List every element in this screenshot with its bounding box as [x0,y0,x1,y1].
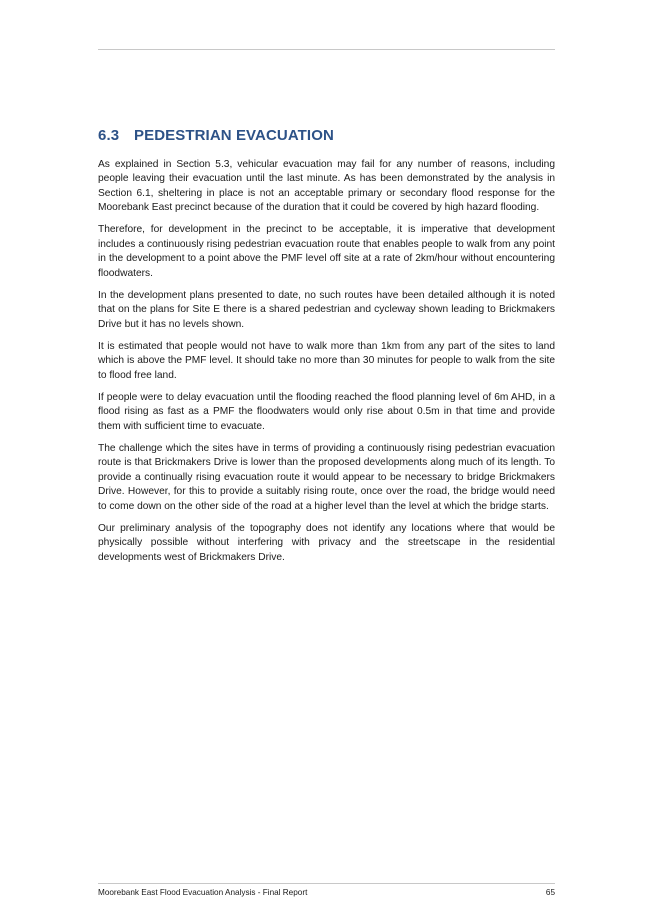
footer-document-title: Moorebank East Flood Evacuation Analysis - Final Report [98,888,308,897]
paragraph: As explained in Section 5.3, vehicular evacuation may fail for any number of reasons, including people leaving their evacuation until the last minute. As has been demonstrated by the analysis in Section 6.1, sheltering in place is not an acceptable primary or secondary flood response for the Moorebank East precinct because of the duration that it could be covered by high hazard flooding. [98,159,555,214]
paragraph: If people were to delay evacuation until the flooding reached the flood planning level of 6m AHD, in a flood rising as fast as a PMF the floodwaters would only rise about 0.5m in that time and provide them with sufficient time to evacuate. [98,391,555,432]
paragraph: In the development plans presented to date, no such routes have been detailed although it is noted that on the plans for Site E there is a shared pedestrian and cycleway shown leading to Brickmakers Drive but it has no levels shown. [98,289,555,330]
paragraph: It is estimated that people would not have to walk more than 1km from any part of the sites to land which is above the PMF level. It should take no more than 30 minutes for people to walk from the site to flood free land. [98,340,555,381]
header-rule [98,49,555,50]
section-heading [98,126,555,146]
section-title: PEDESTRIAN EVACUATION [134,127,334,144]
footer-page-number: 65 [545,888,555,897]
page-content [98,126,555,573]
paragraph: The challenge which the sites have in terms of providing a continuously rising pedestrian evacuation route is that Brickmakers Drive is lower than the proposed developments along much of its length. To provide a continually rising evacuation route it would appear to be necessary to bridge Brickmakers Drive. However, for this to provide a suitably rising route, once over the road, the bridge would need to come down on the other side of the road at a higher level than the level at which the bridge starts. [98,442,555,512]
footer-rule [98,883,555,884]
section-number: 6.3 [98,127,120,144]
paragraph: Our preliminary analysis of the topography does not identify any locations where that would be physically possible without interfering with privacy and the streetscape in the residential developments west of Brickmakers Drive. [98,522,555,563]
paragraph: Therefore, for development in the precinct to be acceptable, it is imperative that development includes a continuously rising pedestrian evacuation route that enables people to walk from any point in the development to a point above the PMF level off site at a rate of 2km/hour without encountering floodwaters. [98,224,555,279]
